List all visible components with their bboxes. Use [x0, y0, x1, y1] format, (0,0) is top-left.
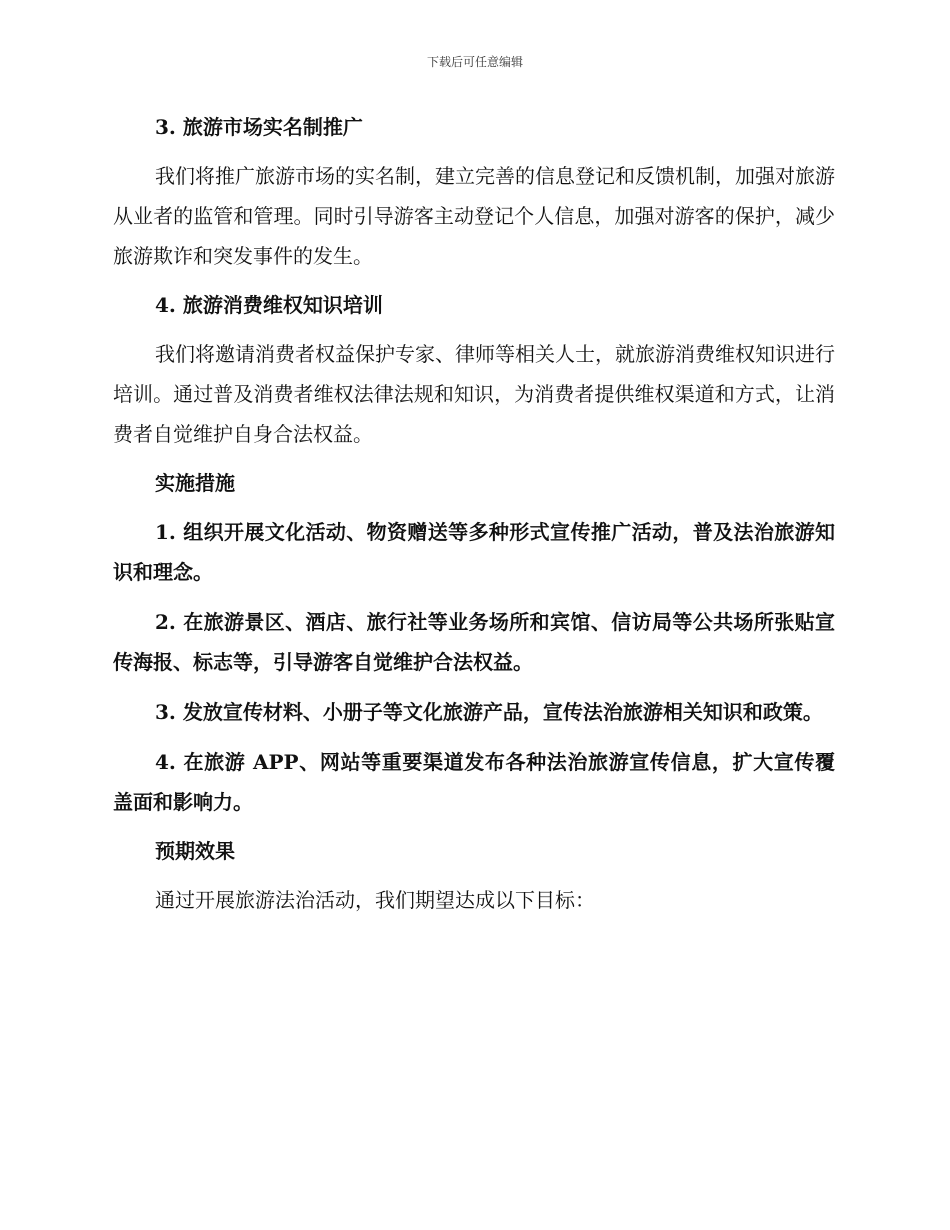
- section-heading-measures: 实施措施: [155, 471, 235, 495]
- measure-item-3: 3. 发放宣传材料、小册子等文化旅游产品，宣传法治旅游相关知识和政策。: [155, 700, 823, 724]
- measure-item-1: 1. 组织开展文化活动、物资赠送等多种形式宣传推广活动，普及法治旅游知识和理念。: [113, 520, 835, 584]
- document-body: [113, 108, 835, 930]
- paragraph-expected-results: 通过开展旅游法治活动，我们期望达成以下目标：: [155, 888, 595, 912]
- section-heading-training: 4. 旅游消费维权知识培训: [155, 293, 383, 317]
- paragraph-real-name: 我们将推广旅游市场的实名制，建立完善的信息登记和反馈机制，加强对旅游从业者的监管和管理。同时引导游客主动登记个人信息，加强对游客的保护，减少旅游欺诈和突发事件的发生。: [113, 164, 835, 268]
- page-header: 下载后可任意编辑: [426, 55, 523, 69]
- section-heading-expected-results: 预期效果: [155, 839, 235, 863]
- measure-item-4: 4. 在旅游 APP、网站等重要渠道发布各种法治旅游宣传信息，扩大宣传覆盖面和影响力。: [113, 750, 835, 814]
- paragraph-training: 我们将邀请消费者权益保护专家、律师等相关人士，就旅游消费维权知识进行培训。通过普及消费者维权法律法规和知识，为消费者提供维权渠道和方式，让消费者自觉维护自身合法权益。: [113, 342, 835, 446]
- section-heading-real-name: 3. 旅游市场实名制推广: [155, 115, 363, 139]
- measure-item-2: 2. 在旅游景区、酒店、旅行社等业务场所和宾馆、信访局等公共场所张贴宣传海报、标志等，引导游客自觉维护合法权益。: [113, 610, 835, 674]
